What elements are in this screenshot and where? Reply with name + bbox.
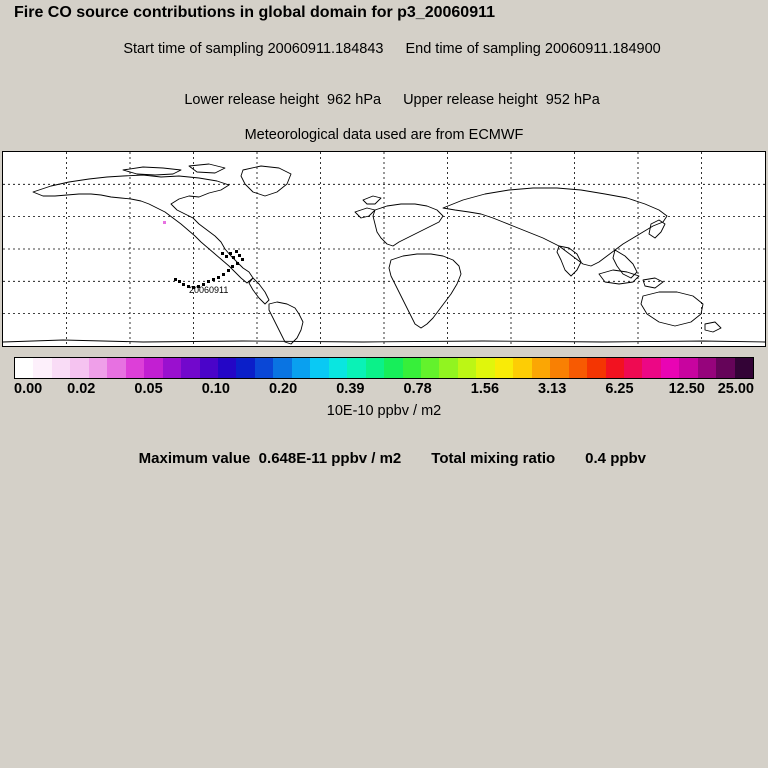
colorbar-swatch	[163, 358, 181, 378]
colorbar-tick-label: 0.05	[134, 381, 163, 397]
release-height-line	[0, 76, 768, 124]
world-map-panel	[2, 151, 766, 347]
colorbar-swatch	[421, 358, 439, 378]
sampling-time-line	[0, 25, 768, 73]
plume-date-label: 20060911	[189, 285, 229, 295]
colorbar-swatch	[642, 358, 660, 378]
colorbar-swatch	[495, 358, 513, 378]
colorbar-swatch	[52, 358, 70, 378]
end-time-label: End time of sampling 20060911.184900	[405, 41, 661, 57]
colorbar-tick-label: 0.78	[403, 381, 432, 397]
colorbar-tick-label: 3.13	[538, 381, 567, 397]
colorbar-swatch	[403, 358, 421, 378]
page-title: Fire CO source contributions in global domain for p3_20060911	[14, 4, 496, 21]
max-value-label: Maximum value 0.648E-11 ppbv / m2	[138, 450, 402, 467]
colorbar-swatch	[33, 358, 51, 378]
colorbar-swatch	[735, 358, 753, 378]
colorbar-panel	[14, 357, 754, 419]
colorbar-swatch	[329, 358, 347, 378]
colorbar-swatch	[679, 358, 697, 378]
colorbar-swatch	[476, 358, 494, 378]
colorbar-swatch	[513, 358, 531, 378]
lower-release-height-label: Lower release height 962 hPa	[184, 92, 382, 108]
colorbar-swatch	[310, 358, 328, 378]
colorbar-tick-labels	[14, 381, 754, 399]
total-mixing-ratio-label: Total mixing ratio	[431, 450, 556, 467]
colorbar-swatch	[236, 358, 254, 378]
upper-release-height-label: Upper release height 952 hPa	[403, 92, 600, 108]
colorbar-swatch	[181, 358, 199, 378]
colorbar-swatch	[458, 358, 476, 378]
colorbar-swatch	[587, 358, 605, 378]
plume-markers	[163, 221, 244, 295]
colorbar-swatch	[606, 358, 624, 378]
colorbar-swatch	[273, 358, 291, 378]
colorbar-tick-label: 0.10	[201, 381, 230, 397]
colorbar-swatch	[366, 358, 384, 378]
colorbar-swatch	[569, 358, 587, 378]
colorbar-swatch	[200, 358, 218, 378]
colorbar-swatch	[89, 358, 107, 378]
colorbar-swatch	[218, 358, 236, 378]
colorbar-swatch	[550, 358, 568, 378]
colorbar-swatch	[292, 358, 310, 378]
footer-stats	[0, 433, 768, 484]
colorbar-tick-label: 0.00	[14, 381, 43, 397]
colorbar-swatch	[384, 358, 402, 378]
colorbar-swatch	[716, 358, 734, 378]
colorbar-tick-label: 6.25	[605, 381, 634, 397]
colorbar-tick-label: 0.39	[336, 381, 365, 397]
colorbar-tick-label: 25.00	[717, 381, 754, 397]
colorbar-swatch	[347, 358, 365, 378]
colorbar	[14, 357, 754, 379]
colorbar-tick-label: 0.02	[67, 381, 96, 397]
colorbar-unit-label: 10E-10 ppbv / m2	[326, 403, 442, 419]
colorbar-tick-label: 12.50	[668, 381, 705, 397]
colorbar-swatch	[255, 358, 273, 378]
colorbar-tick-label: 1.56	[470, 381, 500, 397]
world-map-svg	[3, 152, 765, 346]
colorbar-swatch	[624, 358, 642, 378]
colorbar-swatch	[661, 358, 679, 378]
colorbar-swatch	[532, 358, 550, 378]
colorbar-swatch	[126, 358, 144, 378]
colorbar-tick-label: 0.20	[268, 381, 298, 397]
colorbar-swatch	[70, 358, 88, 378]
colorbar-swatch	[698, 358, 716, 378]
colorbar-swatch	[439, 358, 457, 378]
start-time-label: Start time of sampling 20060911.184843	[123, 41, 384, 57]
colorbar-swatch	[144, 358, 162, 378]
colorbar-swatch	[15, 358, 33, 378]
colorbar-swatch	[107, 358, 125, 378]
meteorological-data-label: Meteorological data used are from ECMWF	[244, 127, 524, 143]
total-mixing-ratio-value: 0.4 ppbv	[585, 450, 647, 467]
